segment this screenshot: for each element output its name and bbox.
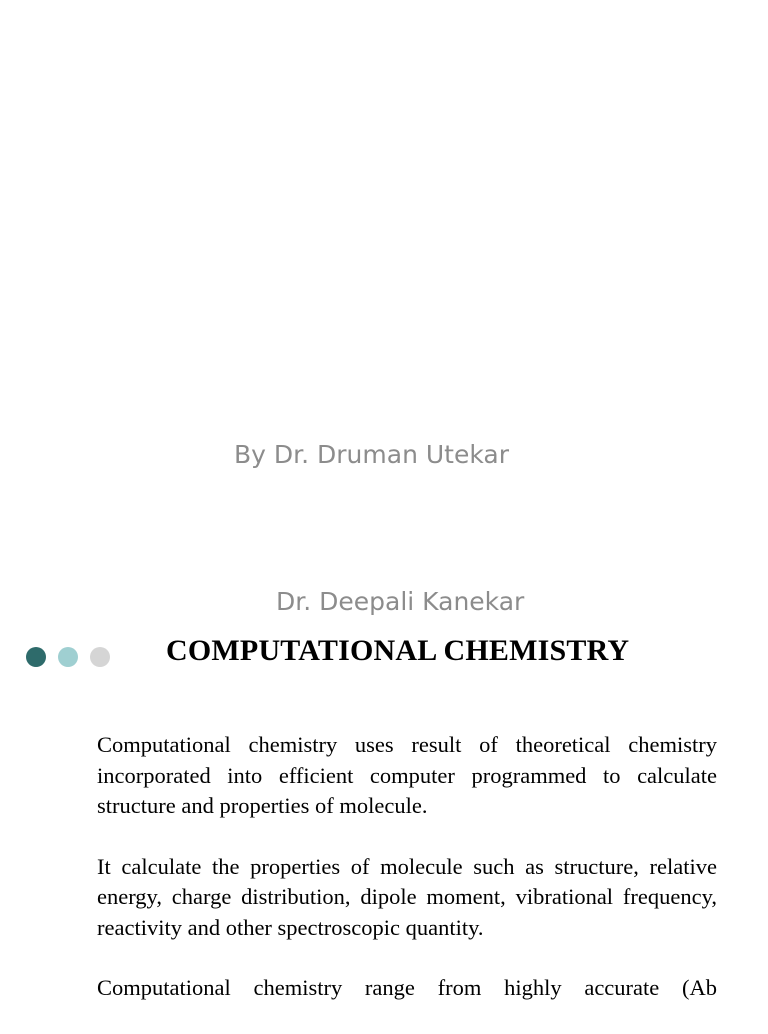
dark-teal-dot-icon	[26, 647, 46, 667]
author-line-2: Dr. Deepali Kanekar	[276, 587, 525, 616]
paragraph-1: Computational chemistry uses result of theoretical chemistry incorporated into efficient computer programmed to calculate structure and properties of molecule.	[97, 732, 717, 818]
slide-body	[97, 730, 717, 1034]
decorative-dots	[26, 647, 110, 667]
light-teal-dot-icon	[58, 647, 78, 667]
paragraph-3: Computational chemistry range from highly accurate (Ab	[97, 975, 717, 1000]
slide-heading: COMPUTATIONAL CHEMISTRY	[166, 634, 630, 667]
paragraph-2: It calculate the properties of molecule such as structure, relative energy, charge distribution, dipole moment, vibrational frequency, reactivity and other spectroscopic quantity.	[97, 853, 717, 940]
author-line-1: By Dr. Druman Utekar	[234, 440, 509, 469]
content-slide	[0, 600, 768, 1024]
gray-dot-icon	[90, 647, 110, 667]
